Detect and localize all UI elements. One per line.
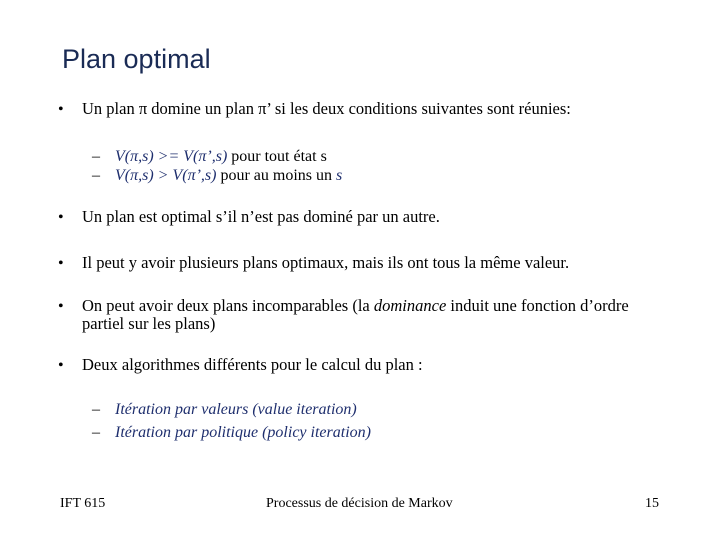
- condition-1-text: pour tout état s: [227, 148, 327, 165]
- bullet-incomparable: [82, 297, 629, 333]
- text: domine un plan: [147, 99, 259, 118]
- text: induit une fonction d’ordre: [446, 296, 629, 315]
- bullet-marker: •: [58, 298, 64, 315]
- dominance-emphasis: dominance: [373, 296, 447, 315]
- bullet-multiple: Il peut y avoir plusieurs plans optimaux, mais ils ont tous la même valeur.: [82, 253, 570, 272]
- text: On peut avoir deux plans incomparables (la: [82, 296, 374, 315]
- bullet-marker: •: [58, 255, 64, 272]
- condition-2: [115, 167, 342, 185]
- condition-1-expr: V(π,s) >= V(π’,s): [115, 148, 228, 165]
- algorithm-policy-iteration: Itération par politique (policy iteration): [115, 424, 371, 441]
- pi-symbol: π: [138, 99, 148, 118]
- bullet-optimal: Un plan est optimal s’il n’est pas dominé par un autre.: [82, 207, 440, 226]
- footer-course: IFT 615: [60, 496, 106, 511]
- bullet-algorithms: Deux algorithmes différents pour le calcul du plan :: [82, 355, 423, 374]
- text: si les deux conditions suivantes sont réunies:: [270, 99, 571, 118]
- pi-prime-symbol: π’: [258, 99, 271, 118]
- slide-title: Plan optimal: [62, 44, 211, 74]
- dash-marker: –: [92, 167, 100, 184]
- dash-marker: –: [92, 424, 100, 441]
- condition-2-var: s: [336, 167, 343, 184]
- dash-marker: –: [92, 148, 100, 165]
- footer-title: Processus de décision de Markov: [266, 496, 453, 511]
- bullet-marker: •: [58, 209, 64, 226]
- bullet-marker: •: [58, 357, 64, 374]
- bullet-marker: •: [58, 101, 64, 118]
- bullet-domination: [82, 100, 571, 118]
- text: Un plan: [82, 99, 139, 118]
- condition-2-expr: V(π,s) > V(π’,s): [115, 167, 217, 184]
- text: partiel sur les plans): [82, 314, 216, 333]
- dash-marker: –: [92, 401, 100, 418]
- footer-page-number: 15: [645, 496, 659, 511]
- condition-1: [115, 148, 327, 166]
- algorithm-value-iteration: Itération par valeurs (value iteration): [115, 401, 357, 418]
- condition-2-text: pour au moins un: [216, 167, 337, 184]
